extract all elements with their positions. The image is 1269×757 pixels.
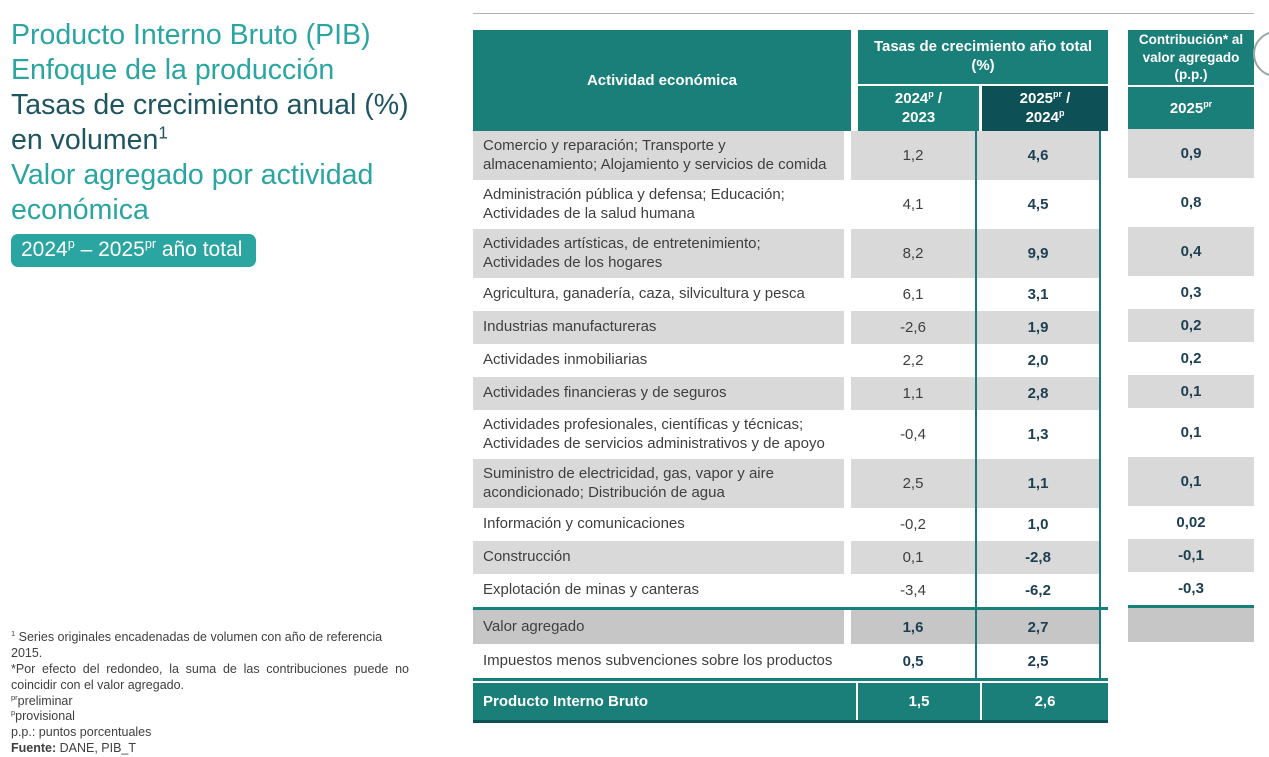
value-2025-cell: 2,5 xyxy=(975,644,1101,678)
footnote-pp: p.p.: puntos porcentuales xyxy=(11,725,152,740)
table-row xyxy=(473,459,1108,508)
activity-cell: Impuestos menos subvenciones sobre los productos xyxy=(473,644,851,678)
value-2024-cell: 8,2 xyxy=(851,229,975,278)
table-row xyxy=(473,410,1108,459)
contribution-valor-agregado-empty-cell xyxy=(1128,608,1254,642)
value-2025-cell: 4,5 xyxy=(975,180,1101,229)
pib-2024-value: 1,5 xyxy=(858,683,980,720)
pib-2025-value: 2,6 xyxy=(982,683,1108,720)
value-2024-cell: 1,1 xyxy=(851,377,975,410)
value-2024-cell: 6,1 xyxy=(902,286,924,303)
valor-agregado-row xyxy=(473,610,1108,644)
contribution-cell: -0,3 xyxy=(1178,580,1204,597)
contribution-cell: 0,2 xyxy=(1128,309,1254,342)
pib-row xyxy=(473,683,1108,723)
table-row xyxy=(473,131,1108,180)
footnote-series: $^1$ Series originales encadenadas de volumen con año de referencia 2015. xyxy=(11,628,383,660)
value-2024-cell: 0,1 xyxy=(851,541,975,574)
contribution-cell: -0,1 xyxy=(1128,539,1254,572)
footnote-provisional: $^p$provisional xyxy=(11,708,75,724)
header-growth-title: Tasas de crecimiento año total (%) xyxy=(858,30,1108,86)
activity-cell: Construcción xyxy=(473,541,851,574)
value-2025-cell: 1,9 xyxy=(975,311,1101,344)
header-col-2025: $2025^{pr}$ / 2024$^p$ xyxy=(982,86,1108,131)
value-2024-cell: -3,4 xyxy=(900,582,926,599)
value-2024-cell: -0,2 xyxy=(900,516,926,533)
value-2024-cell: -0,4 xyxy=(900,426,926,443)
contribution-cell: 0,4 xyxy=(1128,227,1254,276)
contribution-cell: 0,8 xyxy=(1180,194,1202,211)
activity-cell: Actividades financieras y de seguros xyxy=(473,377,851,410)
pib-divider xyxy=(473,678,1108,681)
top-rule xyxy=(473,13,1254,14)
header-growth-subrow xyxy=(858,86,1108,131)
corner-circle-decoration xyxy=(1253,31,1269,77)
impuestos-row xyxy=(473,644,1108,678)
value-2025-cell: 3,1 xyxy=(975,278,1101,311)
table-row xyxy=(473,377,1108,410)
contribution-cell: 0,3 xyxy=(1180,284,1202,301)
value-2024-cell: 0,5 xyxy=(902,652,924,670)
contribution-cell: 0,1 xyxy=(1180,424,1202,441)
value-2024-cell: 2,2 xyxy=(902,352,924,369)
title-line-2: Enfoque de la producción xyxy=(11,54,335,86)
value-2025-cell: 1,0 xyxy=(975,508,1101,541)
title-line-3: Valor agregado por actividad xyxy=(11,159,374,191)
contribution-cell: 0,1 xyxy=(1128,457,1254,506)
value-2025-cell: -2,8 xyxy=(975,541,1101,574)
contribution-cell: 0,9 xyxy=(1128,129,1254,178)
activity-cell: Actividades artísticas, de entretenimiento; Actividades de los hogares xyxy=(473,229,851,278)
table-row xyxy=(473,541,1108,574)
table-row xyxy=(473,344,1108,377)
value-2024-cell: 1,2 xyxy=(851,131,975,180)
table-row xyxy=(473,311,1108,344)
footnote-preliminar: $^{pr}$preliminar xyxy=(11,692,73,708)
header-growth-group xyxy=(858,30,1108,131)
value-2024-cell: 1,6 xyxy=(851,610,975,644)
main-table xyxy=(473,30,1108,723)
footnote-source: Fuente: DANE, PIB_T xyxy=(11,741,137,756)
value-2025-cell: -6,2 xyxy=(975,574,1101,607)
value-2024-cell: -2,6 xyxy=(851,311,975,344)
title-line-1: Producto Interno Bruto (PIB) xyxy=(11,19,371,51)
activity-cell: Comercio y reparación; Transporte y almacenamiento; Alojamiento y servicios de comida xyxy=(473,131,851,180)
table-row xyxy=(473,229,1108,278)
activity-cell: Actividades profesionales, científicas y técnicas; Actividades de servicios administrativos y de apoyo xyxy=(473,410,851,459)
activity-cell: Administración pública y defensa; Educación; Actividades de la salud humana xyxy=(473,180,851,229)
contribution-cell: 0,2 xyxy=(1180,350,1202,367)
title-line-4: económica xyxy=(11,194,149,226)
header-actividad: Actividad económica xyxy=(473,30,858,131)
header-col-2024: 2024$^p$ / 2023 xyxy=(858,86,982,131)
pib-label: Producto Interno Bruto xyxy=(473,683,856,720)
activity-cell: Industrias manufactureras xyxy=(473,311,851,344)
footnotes xyxy=(11,630,409,757)
activity-cell: Actividades inmobiliarias xyxy=(473,344,851,377)
activity-cell: Suministro de electricidad, gas, vapor y aire acondicionado; Distribución de agua xyxy=(473,459,851,508)
value-2025-cell: 1,1 xyxy=(975,459,1101,508)
activity-cell: Información y comunicaciones xyxy=(473,508,851,541)
period-badge: $2024^p - 2025^{pr}$ año total xyxy=(11,234,256,267)
footnote-rounding: *Por efecto del redondeo, la suma de las contribuciones puede no coincidir con el valor agregado. xyxy=(11,661,409,692)
activity-cell: Agricultura, ganadería, caza, silvicultura y pesca xyxy=(473,278,851,311)
value-2025-cell: 9,9 xyxy=(975,229,1101,278)
title-block xyxy=(11,18,471,267)
contribution-header: Contribución* al valor agregado (p.p.) xyxy=(1128,30,1254,87)
value-2025-cell: 4,6 xyxy=(975,131,1101,180)
contribution-cell: 0,1 xyxy=(1128,375,1254,408)
value-2024-cell: 2,5 xyxy=(851,459,975,508)
contribution-column xyxy=(1128,30,1254,642)
subtitle-line-2: en volumen$^1$ xyxy=(11,123,168,156)
contribution-cell: 0,02 xyxy=(1176,514,1206,531)
activity-cell: Valor agregado xyxy=(473,610,851,644)
subtitle-line-1: Tasas de crecimiento anual (%) xyxy=(11,89,409,121)
table-row xyxy=(473,508,1108,541)
activity-cell: Explotación de minas y canteras xyxy=(473,574,851,607)
table-header xyxy=(473,30,1108,131)
table-row xyxy=(473,278,1108,311)
contribution-year-header: $2025^{pr}$ xyxy=(1128,87,1254,129)
table-row xyxy=(473,180,1108,229)
table-row xyxy=(473,574,1108,607)
value-2025-cell: 2,8 xyxy=(975,377,1101,410)
value-2025-cell: 2,7 xyxy=(975,610,1101,644)
value-2025-cell: 1,3 xyxy=(975,410,1101,459)
value-2024-cell: 4,1 xyxy=(902,196,924,213)
value-2025-cell: 2,0 xyxy=(975,344,1101,377)
